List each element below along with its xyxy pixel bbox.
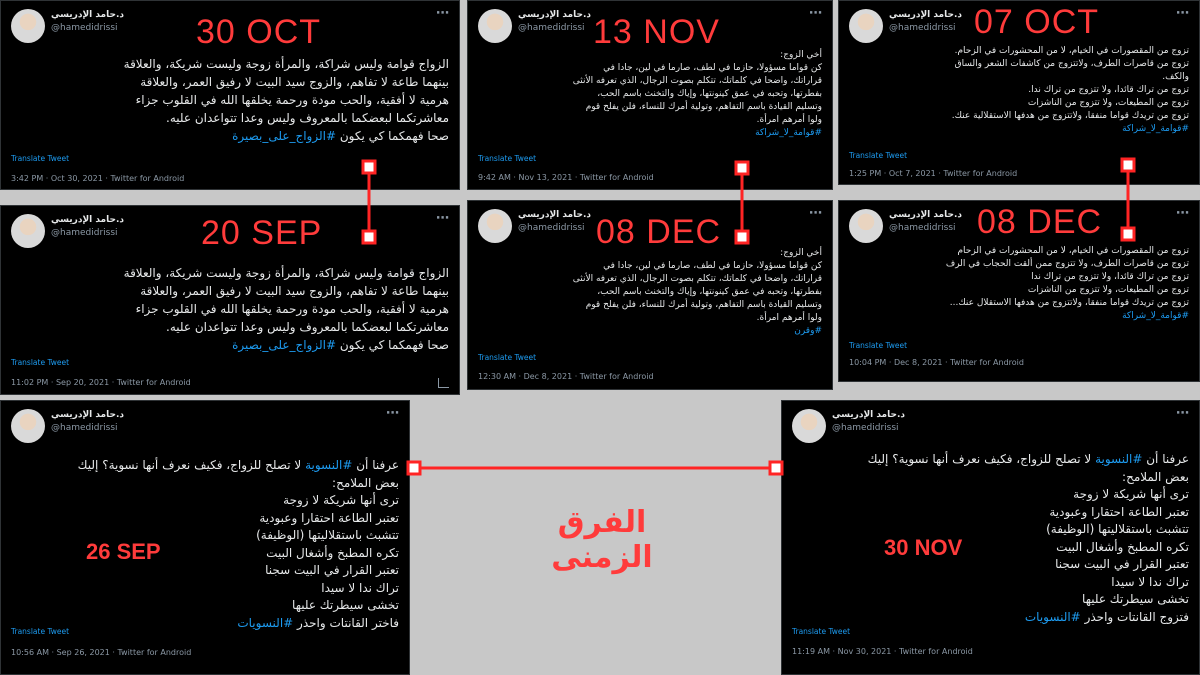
author-handle: @hamedidrissi xyxy=(889,223,956,233)
tweet-meta[interactable]: 10:04 PM · Dec 8, 2021 · Twitter for Android xyxy=(849,358,1024,367)
tweet-card-07-oct[interactable] xyxy=(838,0,1200,185)
avatar[interactable] xyxy=(478,9,512,43)
author-name[interactable]: د.حامد الإدريسي xyxy=(51,410,125,420)
tweet-card-13-nov[interactable] xyxy=(467,0,833,190)
date-stamp: 07 OCT xyxy=(974,3,1100,41)
tweet-card-20-sep[interactable] xyxy=(0,205,460,395)
author-name[interactable]: د.حامد الإدريسي xyxy=(889,10,963,20)
date-stamp: 13 NOV xyxy=(593,13,720,51)
date-stamp: 20 SEP xyxy=(201,214,323,252)
tweet-card-08-dec-b[interactable] xyxy=(838,200,1200,382)
analytics-icon[interactable] xyxy=(438,378,449,388)
tweet-card-30-nov[interactable] xyxy=(781,400,1200,675)
hashtag-link[interactable]: #الزواج_على_بصيرة xyxy=(232,338,337,352)
more-options-icon[interactable]: ⋯ xyxy=(809,6,822,21)
more-options-icon[interactable]: ⋯ xyxy=(386,406,399,421)
translate-tweet-link[interactable]: Translate Tweet xyxy=(11,627,70,636)
tweet-text: الزواج قوامة وليس شراكة، والمرأة زوجة وليست شريكة، والعلاقة بينهما طاعة لا تفاهم، والزوج سيد البيت لا رفيق العمر، والعلاقة هرمية لا أفقية، والحب مودة ورحمة يخلقها الله في القلوب جزاء معاشرتكما لبعضكما بالمعروف وليس وعدا تتواعدان عليه. صحا فهمكما كي يكون #الزواج_على_بصيرة xyxy=(123,266,449,352)
author-handle: @hamedidrissi xyxy=(51,23,118,33)
date-stamp: 30 OCT xyxy=(196,13,322,51)
author-handle: @hamedidrissi xyxy=(51,228,118,238)
avatar[interactable] xyxy=(11,9,45,43)
hashtag-link[interactable]: #قوامة_لا_شراكة xyxy=(755,128,822,138)
avatar[interactable] xyxy=(11,214,45,248)
author-handle: @hamedidrissi xyxy=(51,423,118,433)
author-handle: @hamedidrissi xyxy=(889,23,956,33)
tweet-text: عرفنا أن #النسوية لا تصلح للزواج، فكيف نعرف أنها نسوية؟ إليك بعض الملامح: ترى أنها شريكة لا زوجة تعتبر الطاعة احتقارا وعبودية تتشبث باستقلاليتها (الوظيفة) تكره المطبخ وأشغال البيت تعتبر القرار في البيت سجنا تراك ندا لا سيدا تخشى سيطرتك عليها فاختر القانتات واحذر #النسويات xyxy=(77,458,399,630)
more-options-icon[interactable]: ⋯ xyxy=(809,206,822,221)
hashtag-link[interactable]: #النسويات xyxy=(237,615,294,630)
tweet-meta[interactable]: 9:42 AM · Nov 13, 2021 · Twitter for Android xyxy=(478,173,654,182)
hashtag-link[interactable]: #الزواج_على_بصيرة xyxy=(232,129,337,143)
avatar[interactable] xyxy=(11,409,45,443)
hashtag-link[interactable]: #النسوية xyxy=(1095,452,1143,466)
author-name[interactable]: د.حامد الإدريسي xyxy=(518,210,592,220)
date-stamp: 08 DEC xyxy=(596,213,722,251)
hashtag-link[interactable]: #وقرن xyxy=(794,326,822,336)
tweet-text: تزوج من المقصورات في الخيام، لا من المحشورات في الزحام تزوج من قاصرات الطرف، ولا تتزوج ممن ألقت الحجاب في الرف تزوج من تراك قائدا، ولا تتزوج من تراك ندا تزوج من المطيعات، ولا تتزوج من الناشزات تزوج من تريدك قواما منفقا، ولاتتزوج من هدفها الاستقلال عنك... #قوامة_لا_شراكة xyxy=(849,245,1189,323)
more-options-icon[interactable]: ⋯ xyxy=(1176,6,1189,21)
author-name[interactable]: د.حامد الإدريسي xyxy=(51,215,125,225)
date-stamp: 08 DEC xyxy=(977,203,1103,241)
avatar[interactable] xyxy=(849,209,883,243)
more-options-icon[interactable]: ⋯ xyxy=(1176,206,1189,221)
avatar[interactable] xyxy=(478,209,512,243)
author-name[interactable]: د.حامد الإدريسي xyxy=(51,10,125,20)
translate-tweet-link[interactable]: Translate Tweet xyxy=(478,353,537,362)
more-options-icon[interactable]: ⋯ xyxy=(436,211,449,226)
date-stamp: 30 NOV xyxy=(884,535,963,560)
connector-26sep-30nov xyxy=(408,462,782,474)
translate-tweet-link[interactable]: Translate Tweet xyxy=(11,358,70,367)
time-difference-label: الفرق الزمنى xyxy=(551,505,653,575)
translate-tweet-link[interactable]: Translate Tweet xyxy=(11,154,70,163)
avatar[interactable] xyxy=(849,9,883,43)
author-name[interactable]: د.حامد الإدريسي xyxy=(832,410,906,420)
author-handle: @hamedidrissi xyxy=(518,23,585,33)
author-handle: @hamedidrissi xyxy=(832,423,899,433)
tweet-card-30-oct[interactable] xyxy=(0,0,460,190)
tweet-meta[interactable]: 3:42 PM · Oct 30, 2021 · Twitter for Android xyxy=(11,174,185,183)
tweet-card-26-sep[interactable] xyxy=(0,400,410,675)
hashtag-link[interactable]: #النسويات xyxy=(1024,609,1081,624)
tweet-card-08-dec-a[interactable] xyxy=(467,200,833,390)
tweet-text: عرفنا أن #النسوية لا تصلح للزواج، فكيف نعرف أنها نسوية؟ إليك بعض الملامح: ترى أنها شريكة لا زوجة تعتبر الطاعة احتقارا وعبودية تتشبث باستقلاليتها (الوظيفة) تكره المطبخ وأشغال البيت تعتبر القرار في البيت سجنا تراك ندا لا سيدا تخشى سيطرتك عليها فتزوج القانتات واحذر #النسويات xyxy=(867,452,1189,624)
tweet-text: أخي الزوج: كن قواما مسؤولا، حازما في لطف، صارما في لين، جادا في قراراتك، واضحا في كلماتك، تتكلم بصوت الرجال، الذي تعرفه الأنثى بفطرتها، وتحبه في عمق كينونتها، وإياك والتخنث باسم الحب، وتسليم القيادة باسم التفاهم، وتولية أمرك للنساء، فلن يفلح قوم ولوا أمرهم امرأة. #وقرن xyxy=(478,247,822,338)
hashtag-link[interactable]: #قوامة_لا_شراكة xyxy=(1122,124,1189,134)
hashtag-link[interactable]: #قوامة_لا_شراكة xyxy=(1122,311,1189,321)
avatar[interactable] xyxy=(792,409,826,443)
tweet-meta[interactable]: 12:30 AM · Dec 8, 2021 · Twitter for Android xyxy=(478,372,654,381)
tweet-meta[interactable]: 10:56 AM · Sep 26, 2021 · Twitter for Android xyxy=(11,648,192,657)
date-stamp: 26 SEP xyxy=(86,539,161,564)
translate-tweet-link[interactable]: Translate Tweet xyxy=(792,627,851,636)
translate-tweet-link[interactable]: Translate Tweet xyxy=(849,151,908,160)
translate-tweet-link[interactable]: Translate Tweet xyxy=(478,154,537,163)
tweet-meta[interactable]: 1:25 PM · Oct 7, 2021 · Twitter for Android xyxy=(849,169,1018,178)
tweet-meta[interactable]: 11:02 PM · Sep 20, 2021 · Twitter for Android xyxy=(11,378,191,387)
translate-tweet-link[interactable]: Translate Tweet xyxy=(849,341,908,350)
tweet-text: أخي الزوج: كن قواما مسؤولا، حازما في لطف، صارما في لين، جادا في قراراتك، واضحا في كلماتك، تتكلم بصوت الرجال، الذي تعرفه الأنثى بفطرتها، وتحبه في عمق كينونتها، وإياك والتخنث باسم الحب، وتسليم القيادة باسم التفاهم، وتولية أمرك للنساء، فلن يفلح قوم ولوا أمرهم امرأة. #قوامة_لا_شراكة xyxy=(478,49,822,140)
hashtag-link[interactable]: #النسوية xyxy=(305,458,353,472)
more-options-icon[interactable]: ⋯ xyxy=(436,6,449,21)
author-name[interactable]: د.حامد الإدريسي xyxy=(889,210,963,220)
tweet-text: تزوج من المقصورات في الخيام، لا من المحشورات في الزحام. تزوج من قاصرات الطرف، ولاتتزوج من كاشفات الشعر والساق والكف. تزوج من تراك قائدا، ولا تتزوج من تراك ندا. تزوج من المطيعات، ولا تتزوج من الناشزات تزوج من تريدك قواما منفقا، ولاتتزوج من هدفها الاستقلالية عنك. #قوامة_لا_شراكة xyxy=(849,45,1189,136)
author-handle: @hamedidrissi xyxy=(518,223,585,233)
author-name[interactable]: د.حامد الإدريسي xyxy=(518,10,592,20)
tweet-text: الزواج قوامة وليس شراكة، والمرأة زوجة وليست شريكة، والعلاقة بينهما طاعة لا تفاهم، والزوج سيد البيت لا رفيق العمر، والعلاقة هرمية لا أفقية، والحب مودة ورحمة يخلقها الله في القلوب جزاء معاشرتكما لبعضكما بالمعروف وليس وعدا تتواعدان عليه. صحا فهمكما كي يكون #الزواج_على_بصيرة xyxy=(123,57,449,143)
tweet-meta[interactable]: 11:19 AM · Nov 30, 2021 · Twitter for Android xyxy=(792,647,973,656)
more-options-icon[interactable]: ⋯ xyxy=(1176,406,1189,421)
